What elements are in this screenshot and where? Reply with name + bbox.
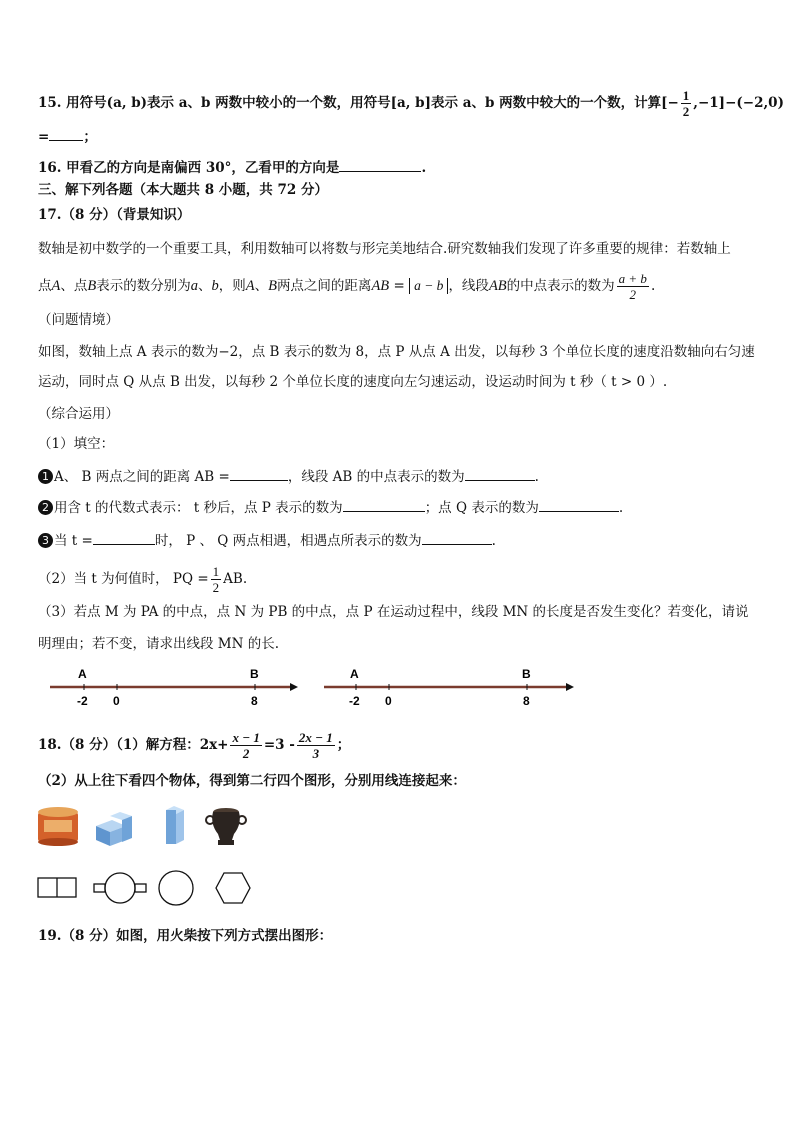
- tick-label-minus2: -2: [349, 694, 360, 708]
- objects-row: [34, 800, 274, 850]
- absolute-value: a − b: [409, 278, 448, 294]
- q17-problem-line2: 运动，同时点 Q 从点 B 出发，以每秒 2 个单位长度的速度向左匀速运动，设运动时间为 t 秒（ t > 0 ）.: [38, 374, 668, 390]
- top-view-shapes-row: [36, 870, 266, 910]
- fraction-half-ab: $\frac{1}{2}$: [212, 564, 220, 595]
- fraction-midpoint: $\frac{a + b}{2}$: [618, 271, 647, 302]
- block-prism-icon: [166, 806, 184, 844]
- q17-background-line1: 数轴是初中数学的一个重要工具，利用数轴可以将数与形完美地结合.研究数轴我们发现了许多重要的规律：若数轴上: [38, 241, 731, 257]
- stacked-cubes-icon: [96, 812, 132, 846]
- circled-number-3: 3: [38, 533, 53, 548]
- q18-line1: 18.（8 分）（1）解方程：2x+ $\frac{x - 1}{2}$ =3 - $\frac{2x - 1}{3}$ ；: [38, 730, 351, 761]
- point-a-label: A: [78, 667, 87, 681]
- q18-line2: （2）从上往下看四个物体，得到第二行四个图形，分别用线连接起来：: [38, 773, 466, 789]
- answer-blank-midpoint[interactable]: [465, 466, 535, 481]
- q17-header: 17.（8 分）（背景知识）: [38, 207, 191, 223]
- q16-line: 16. 甲看乙的方向是南偏西 30°，乙看甲的方向是 .: [38, 157, 426, 178]
- q15-line1: 15. 用符号(a, b)表示 a、b 两数中较小的一个数，用符号[a, b]表示 a、b 两数中较大的一个数，计算[− $\frac{1}{2}$ ,−1]−(−2,0): [38, 88, 784, 119]
- answer-blank-16[interactable]: [339, 157, 421, 172]
- double-rectangle-icon: [38, 878, 76, 897]
- answer-blank-15[interactable]: [49, 126, 83, 141]
- tin-can-icon: [38, 807, 78, 846]
- section-3-heading: 三、解下列各题（本大题共 8 小题，共 72 分）: [38, 182, 328, 198]
- number-line-right: [324, 667, 574, 708]
- q17-part1: （1）填空：: [38, 436, 115, 452]
- point-a-label: A: [350, 667, 359, 681]
- answer-blank-ab-distance[interactable]: [230, 466, 288, 481]
- tick-label-minus2: -2: [77, 694, 88, 708]
- answer-blank-meet-point[interactable]: [422, 530, 492, 545]
- circled-number-1: 1: [38, 469, 53, 484]
- q15-line2: = ；: [38, 126, 97, 147]
- circle-icon: [159, 871, 193, 905]
- q19-line: 19.（8 分）如图，用火柴按下列方式摆出图形：: [38, 928, 333, 944]
- q17-part3-line1: （3）若点 M 为 PA 的中点，点 N 为 PB 的中点，点 P 在运动过程中，线段 MN 的长度是否发生变化？若变化，请说: [38, 604, 749, 620]
- q17-item1: 1 A、 B 两点之间的距离 AB = ，线段 AB 的中点表示的数为 .: [38, 466, 539, 487]
- circled-number-2: 2: [38, 500, 53, 515]
- tick-label-8: 8: [523, 694, 530, 708]
- answer-blank-p-value[interactable]: [343, 497, 425, 512]
- vase-icon: [206, 808, 246, 845]
- answer-blank-meet-time[interactable]: [93, 530, 155, 545]
- fraction-x-minus-1: $\frac{x - 1}{2}$: [232, 730, 260, 761]
- q17-part3-line2: 明理由；若不变，请求出线段 MN 的长.: [38, 636, 280, 652]
- number-line-left: [50, 667, 298, 708]
- fraction-half: $\frac{1}{2}$: [682, 88, 690, 119]
- point-b-label: B: [250, 667, 259, 681]
- q17-problem-header: （问题情境）: [38, 312, 119, 328]
- tick-label-0: 0: [113, 694, 120, 708]
- q17-item3: 3 当 t = 时， P 、 Q 两点相遇，相遇点所表示的数为 .: [38, 530, 496, 551]
- hexagon-icon: [216, 873, 250, 903]
- q17-item2: 2 用含 t 的代数式表示： t 秒后，点 P 表示的数为 ；点 Q 表示的数为 .: [38, 497, 623, 518]
- q17-background-line2: 点A、点B表示的数分别为a、b，则A、B两点之间的距离AB = a − b ，线段AB的中点表示的数为 $\frac{a + b}{2}$ .: [38, 271, 656, 302]
- tick-label-0: 0: [385, 694, 392, 708]
- answer-blank-q-value[interactable]: [539, 497, 619, 512]
- q17-part2: （2）当 t 为何值时， PQ = $\frac{1}{2}$ AB.: [38, 564, 248, 595]
- fraction-2x-minus-1: $\frac{2x - 1}{3}$: [298, 730, 333, 761]
- number-line-figures: [40, 662, 580, 712]
- tick-label-8: 8: [251, 694, 258, 708]
- point-b-label: B: [522, 667, 531, 681]
- q17-problem-line1: 如图，数轴上点 A 表示的数为−2，点 B 表示的数为 8，点 P 从点 A 出发，以每秒 3 个单位长度的速度沿数轴向右匀速: [38, 344, 755, 360]
- circle-with-handles-icon: [94, 873, 146, 903]
- q17-apply-header: （综合运用）: [38, 406, 119, 422]
